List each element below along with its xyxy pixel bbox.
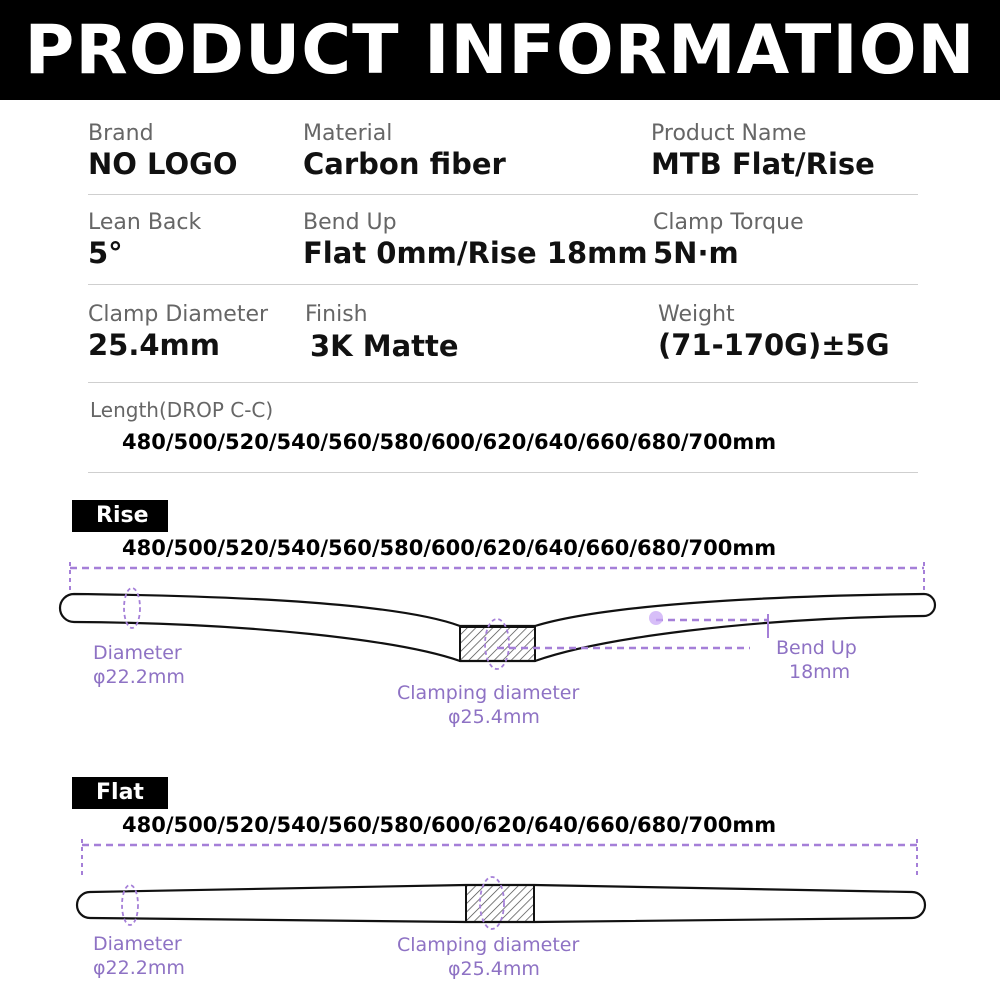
row-divider <box>88 284 918 285</box>
flat-clamp-value: φ25.4mm <box>448 958 540 980</box>
bend-up-diagram-value: 18mm <box>789 661 851 683</box>
clamp-area <box>466 885 534 922</box>
rise-clamp-value: φ25.4mm <box>448 706 540 728</box>
bend-point <box>649 611 663 625</box>
flat-sizes: 480/500/520/540/560/580/600/620/640/660/680/700mm <box>122 813 777 837</box>
bend-up-value: Flat 0mm/Rise 18mm <box>303 236 648 270</box>
weight-label: Weight <box>658 302 735 327</box>
flat-handlebar-diagram <box>0 835 1000 945</box>
clamp-torque-label: Clamp Torque <box>653 210 804 235</box>
lean-back-label: Lean Back <box>88 210 202 235</box>
clamp-diameter-label: Clamp Diameter <box>88 302 269 327</box>
finish-label: Finish <box>305 302 368 327</box>
bend-up-diagram-label: Bend Up <box>776 637 857 659</box>
material-label: Material <box>303 121 393 146</box>
rise-tag: Rise <box>72 500 168 532</box>
bend-up-label: Bend Up <box>303 210 397 235</box>
clamp-area <box>460 627 535 661</box>
row-divider <box>88 472 918 473</box>
flat-diameter-label: Diameter <box>93 933 182 955</box>
flat-tag: Flat <box>72 777 168 809</box>
clamp-diameter-value: 25.4mm <box>88 328 220 362</box>
rise-clamp-label: Clamping diameter <box>397 682 580 704</box>
row-divider <box>88 382 918 383</box>
brand-value: NO LOGO <box>88 147 238 181</box>
brand-label: Brand <box>88 121 154 146</box>
lean-back-value: 5° <box>88 236 123 270</box>
length-label: Length(DROP C-C) <box>90 398 274 422</box>
page-title: PRODUCT INFORMATION <box>24 11 976 90</box>
rise-diameter-value: φ22.2mm <box>93 666 185 688</box>
flat-diameter-value: φ22.2mm <box>93 957 185 979</box>
product-name-label: Product Name <box>651 121 807 146</box>
rise-sizes: 480/500/520/540/560/580/600/620/640/660/680/700mm <box>122 536 777 560</box>
product-name-value: MTB Flat/Rise <box>651 147 875 181</box>
flat-clamp-label: Clamping diameter <box>397 934 580 956</box>
row-divider <box>88 194 918 195</box>
length-value: 480/500/520/540/560/580/600/620/640/660/680/700mm <box>122 430 777 454</box>
header-banner <box>0 0 1000 100</box>
finish-value: 3K Matte <box>310 329 459 363</box>
weight-value: (71-170G)±5G <box>658 328 890 362</box>
clamp-torque-value: 5N·m <box>653 236 739 270</box>
material-value: Carbon fiber <box>303 147 506 181</box>
rise-diameter-label: Diameter <box>93 642 182 664</box>
